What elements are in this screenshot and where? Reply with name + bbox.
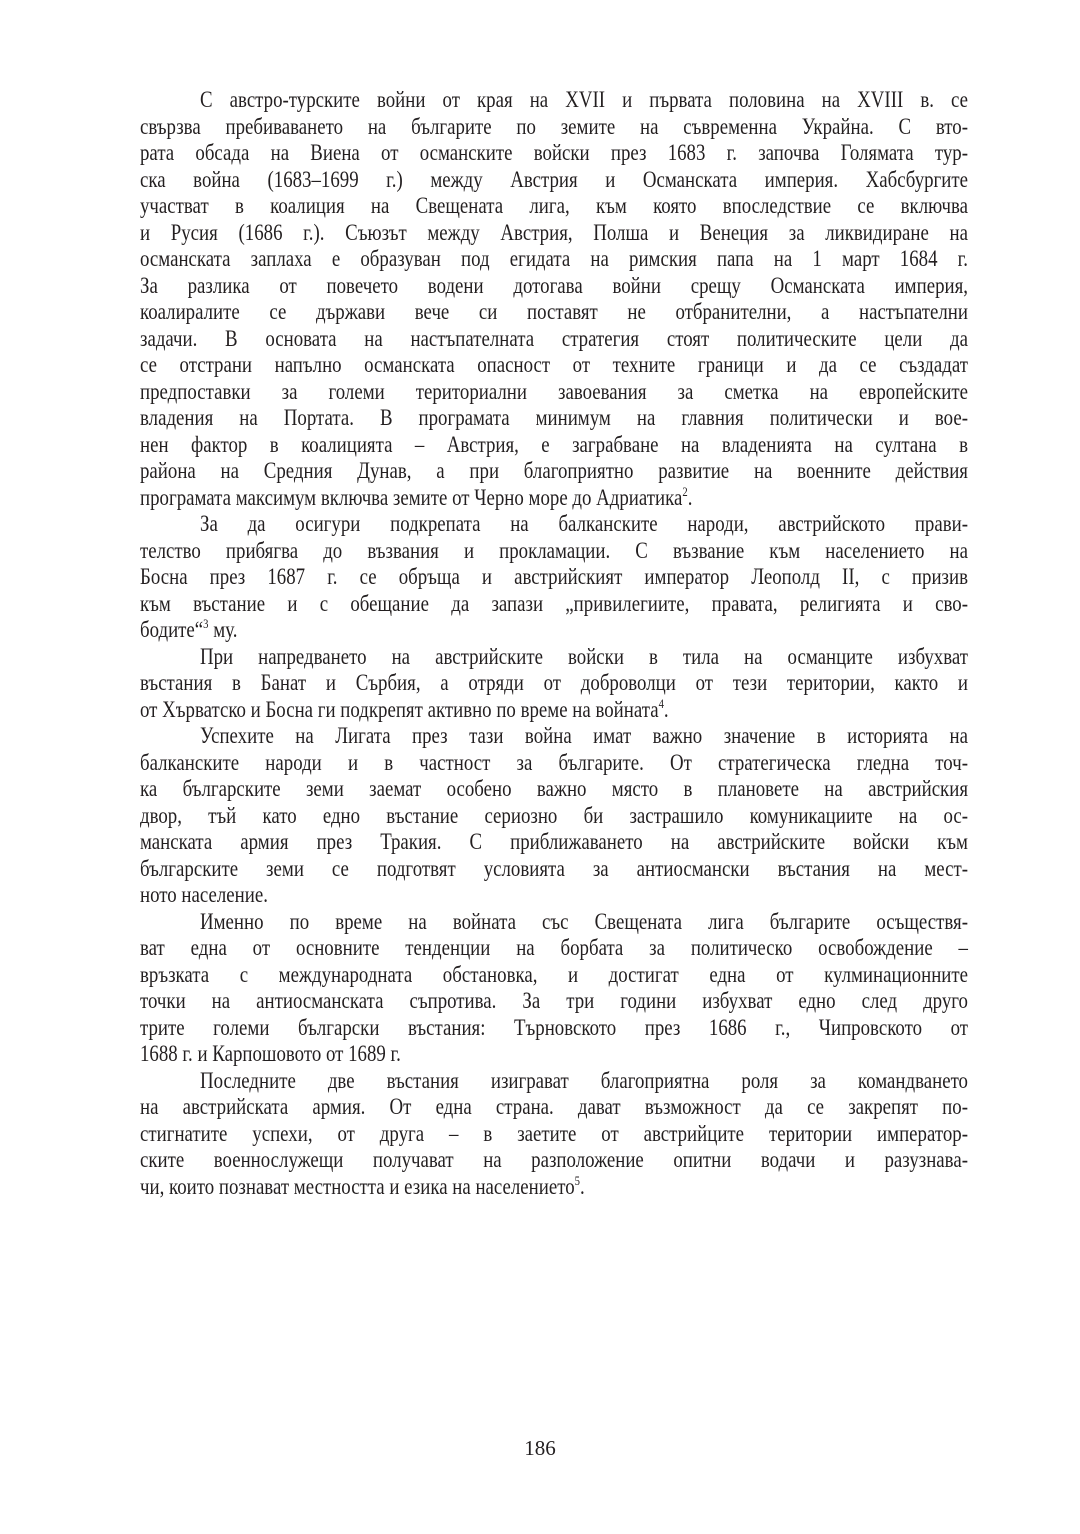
text-line [140, 856, 968, 883]
line-text: коалиралите се държави вече си поставят не отбранителни, а настъпателни [140, 299, 968, 324]
paragraph [140, 511, 968, 644]
text-line [140, 803, 968, 830]
line-text: ските военнослужещи получават на разположение опитни водачи и разузнава- [140, 1147, 968, 1172]
text-line [140, 246, 968, 273]
text-line [140, 352, 968, 379]
text-line [140, 962, 968, 989]
text-line [200, 511, 968, 538]
text-line [140, 1174, 819, 1201]
paragraph [140, 909, 968, 1068]
line-text: българските земи се подготвят условията за антиосмански въстания на мест- [140, 855, 968, 881]
text-line [140, 1041, 819, 1068]
line-text: За разлика от повечето водени дотогава войни срещу Османската империя, [140, 272, 968, 298]
text-line [140, 326, 968, 353]
line-text: ното население. [140, 882, 268, 907]
text-line [140, 776, 968, 803]
paragraph [140, 1068, 968, 1201]
footnote-ref: 3 [203, 616, 209, 631]
line-text: ска война (1683–1699 г.) между Австрия и Османската империя. Хабсбургите [140, 166, 968, 192]
text-line [140, 114, 968, 141]
line-text: въстания в Банат и Сърбия, а отряди от доброволци от тези територии, както и [140, 670, 968, 695]
line-text: С австро-турските войни от края на XVII и първата половина на XVIII в. се [200, 87, 968, 112]
line-text: 1688 г. и Карпошовото от 1689 г. [140, 1041, 401, 1066]
text-line [140, 988, 968, 1015]
line-text-tail: му. [208, 617, 238, 642]
footnote-ref: 5 [574, 1172, 580, 1188]
text-line [140, 1094, 968, 1121]
text-line [200, 723, 968, 750]
text-line [200, 644, 968, 671]
line-text: задачи. В основата на настъпателната стратегия стоят политическите цели да [140, 325, 968, 351]
text-line [140, 193, 968, 220]
line-text: стигнатите успехи, от друга – в заетите от австрийците територии император- [140, 1120, 968, 1146]
line-text: се отстрани напълно османската опасност от техните граници и да се създадат [140, 352, 968, 377]
text-line [140, 617, 819, 644]
text-line [140, 1121, 968, 1148]
text-line [140, 432, 968, 459]
text-line [200, 909, 968, 936]
text-line [140, 882, 819, 909]
line-text: Босна през 1687 г. се обръща и австрийският император Леополд II, с призив [140, 564, 968, 589]
text-line [140, 299, 968, 326]
line-text-tail: . [579, 1173, 585, 1199]
line-text: ват една от основните тенденции на борбата за политическо освобождение – [140, 935, 968, 960]
text-line [140, 564, 968, 591]
text-line [140, 935, 968, 962]
line-text-tail: . [663, 696, 669, 722]
paragraph [140, 644, 968, 724]
text-line [140, 750, 968, 777]
text-line [140, 829, 968, 856]
line-text: владения на Портата. В програмата минимум на главния политически и вое- [140, 405, 968, 430]
line-text: участват в коалиция на Свещената лига, към която впоследствие се включва [140, 193, 968, 218]
footnote-ref: 4 [658, 695, 664, 711]
text-line [140, 405, 968, 432]
line-text: точки на антиосманската съпротива. За три години избухват едно след друго [140, 988, 968, 1013]
text-line [140, 1147, 968, 1174]
line-text: нен фактор в коалицията – Австрия, е заграбване на владенията на султана в [140, 431, 968, 457]
text-line [140, 1015, 968, 1042]
body-text [140, 87, 968, 1200]
text-line [140, 379, 968, 406]
line-text: османската заплаха е образуван под егидата на римския папа на 1 март 1684 г. [140, 246, 968, 271]
paragraph [140, 87, 968, 511]
line-text: балканските народи и в частност за българите. От стратегическа гледна точ- [140, 749, 968, 775]
paragraph [140, 723, 968, 909]
text-line [200, 87, 968, 114]
line-text: на австрийската армия. От една страна. дават възможност да се закрепят по- [140, 1094, 968, 1119]
line-text: двор, тъй като едно въстание сериозно би застрашило комуникациите на ос- [140, 802, 968, 828]
text-line [140, 458, 968, 485]
line-text: манската армия през Тракия. С приближаването на австрийските войски към [140, 829, 968, 854]
line-text: трите големи български въстания: Търновското през 1686 г., Чипровското от [140, 1014, 968, 1040]
line-text: телство прибягва до възвания и прокламации. С възвание към населението на [140, 537, 968, 563]
footnote-ref: 2 [682, 483, 688, 499]
line-text: При напредването на австрийските войски в тила на османците избухват [200, 643, 968, 669]
line-text: свързва пребиваването на българите по земите на съвременна Украйна. С вто- [140, 113, 968, 139]
line-text: бодите“ [140, 617, 204, 642]
text-line [140, 670, 968, 697]
line-text: чи, които познават местността и езика на населението [140, 1173, 575, 1199]
text-line [140, 273, 968, 300]
text-line [200, 1068, 968, 1095]
text-line [140, 591, 968, 618]
line-text: предпоставки за големи териториални завоевания за сметка на европейските [140, 378, 968, 404]
line-text: За да осигури подкрепата на балканските народи, австрийското прави- [200, 511, 968, 536]
line-text: Именно по време на войната със Свещената лига българите осъществя- [200, 908, 968, 934]
text-line [140, 485, 819, 512]
text-line [140, 167, 968, 194]
text-line [140, 140, 968, 167]
line-text: връзката с международната обстановка, и достигат една от кулминационните [140, 961, 968, 987]
text-line [140, 697, 819, 724]
text-line [140, 220, 968, 247]
line-text: от Хърватско и Босна ги подкрепят активно по време на войната [140, 696, 659, 722]
line-text: програмата максимум включва земите от Черно море до Адриатика [140, 484, 683, 510]
line-text-tail: . [687, 484, 693, 510]
page-number: 186 [524, 1436, 556, 1460]
line-text: Последните две въстания изиграват благоприятна роля за командването [200, 1067, 968, 1093]
line-text: към въстание и с обещание да запази „привилегиите, правата, религията и сво- [140, 590, 968, 616]
text-line [140, 538, 968, 565]
line-text: ка българските земи заемат особено важно място в плановете на австрийския [140, 776, 968, 801]
line-text: рата обсада на Виена от османските войски през 1683 г. започва Голямата тур- [140, 140, 968, 165]
line-text: Успехите на Лигата през тази война имат важно значение в историята на [200, 723, 968, 748]
line-text: района на Средния Дунав, а при благоприятно развитие на военните действия [140, 458, 968, 483]
line-text: и Русия (1686 г.). Съюзът между Австрия, Полша и Венеция за ликвидиране на [140, 219, 968, 245]
